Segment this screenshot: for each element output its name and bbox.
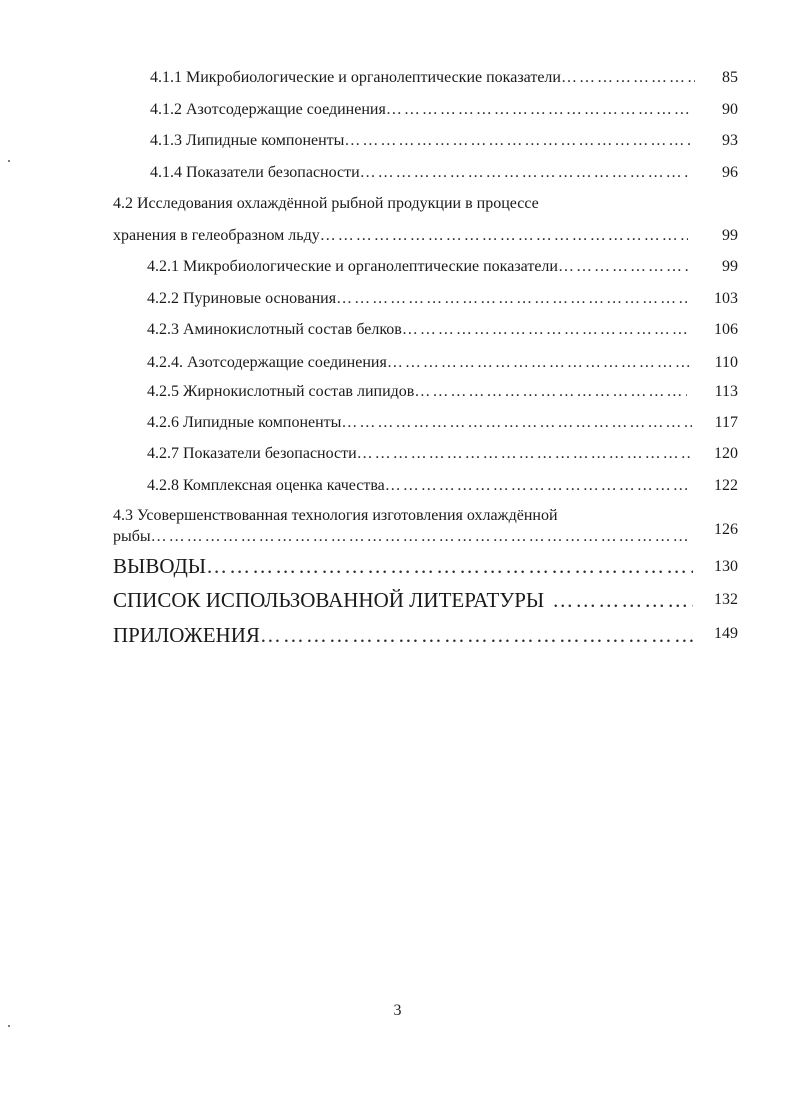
toc-entry-4-2-1[interactable] [147, 257, 690, 277]
toc-leader-dots [357, 444, 692, 464]
toc-leader-dots [151, 527, 688, 547]
toc-page-number: 110 [714, 354, 738, 371]
toc-entry-title: СПИСОК ИСПОЛЬЗОВАННОЙ ЛИТЕРАТУРЫ [113, 588, 545, 612]
toc-page-number: 93 [722, 132, 738, 149]
toc-leader-dots [360, 163, 690, 183]
toc-page-number: 126 [714, 521, 738, 538]
toc-page-number: 117 [714, 414, 738, 431]
toc-page-number: 99 [722, 227, 738, 244]
toc-entry-references[interactable] [113, 587, 693, 613]
toc-page-number: 96 [722, 164, 738, 181]
toc-entry-title: 4.2.1 Микробиологические и органолептические показатели [147, 258, 558, 275]
toc-entry-appendices[interactable] [113, 622, 693, 648]
toc-page-number: 90 [722, 101, 738, 118]
toc-entry-title: 4.2.4. Азотсодержащие соединения [147, 354, 387, 371]
toc-page-number: 99 [722, 258, 738, 275]
toc-entry-4-2-7[interactable] [147, 444, 692, 464]
toc-entry-title: 4.2.6 Липидные компоненты [147, 414, 342, 431]
toc-leader-dots [206, 553, 693, 579]
toc-entry-title: рыбы [113, 528, 151, 545]
toc-leader-dots [336, 289, 687, 309]
toc-page-number: 120 [714, 445, 738, 462]
toc-page-number: 103 [714, 290, 738, 307]
scan-speck [8, 1025, 10, 1027]
toc-entry-4-2[interactable] [113, 226, 688, 246]
toc-entry-4-1-4[interactable] [150, 163, 690, 183]
toc-page-number: 113 [714, 383, 738, 400]
toc-entry-title: 4.1.1 Микробиологические и органолептические показатели [150, 69, 561, 86]
toc-entry-title: ПРИЛОЖЕНИЯ [113, 623, 260, 647]
toc-entry-title: 4.1.2 Азотсодержащие соединения [150, 101, 386, 118]
toc-page-number: 106 [714, 321, 738, 338]
toc-entry-4-1-3[interactable] [150, 131, 690, 151]
toc-entry-title: ВЫВОДЫ [113, 554, 207, 578]
toc-entry-title: 4.2.3 Аминокислотный состав белков [147, 321, 402, 338]
toc-leader-dots [387, 353, 690, 373]
toc-entry-title: 4.2.8 Комплексная оценка качества [147, 477, 385, 494]
toc-page-number: 85 [722, 69, 738, 86]
toc-entry-conclusions[interactable] [113, 553, 693, 579]
toc-leader-dots [260, 622, 693, 648]
toc-leader-dots [386, 100, 690, 120]
page-number: 3 [393, 1002, 402, 1019]
toc-leader-dots [385, 476, 690, 496]
toc-leader-dots [320, 226, 688, 246]
scan-speck [8, 160, 10, 162]
toc-leader-dots [558, 257, 690, 277]
toc-page-number: 122 [714, 477, 738, 494]
toc-entry-4-2-5[interactable] [147, 382, 687, 402]
toc-entry-4-2-line1[interactable]: 4.2 Исследования охлаждённой рыбной продукции в процессе [113, 195, 539, 212]
toc-entry-4-1-1[interactable] [150, 68, 695, 88]
toc-entry-title: 4.2.7 Показатели безопасности [147, 445, 357, 462]
toc-leader-dots [552, 587, 693, 613]
toc-entry-4-2-4[interactable] [147, 353, 690, 373]
toc-page-number: 132 [714, 591, 738, 608]
toc-leader-dots [414, 382, 687, 402]
toc-entry-4-2-8[interactable] [147, 476, 690, 496]
toc-entry-title: 4.2.5 Жирнокислотный состав липидов [147, 383, 415, 400]
toc-entry-title: 4.1.4 Показатели безопасности [150, 164, 360, 181]
toc-leader-dots [344, 131, 690, 151]
toc-entry-4-3-line1[interactable]: 4.3 Усовершенствованная технология изготовления охлаждённой [113, 507, 558, 524]
toc-entry-title: хранения в гелеобразном льду [113, 227, 320, 244]
toc-page-number: 130 [714, 558, 738, 575]
toc-page-number: 149 [714, 625, 738, 642]
toc-entry-4-1-2[interactable] [150, 100, 690, 120]
toc-entry-4-3[interactable] [113, 527, 688, 547]
toc-leader-dots [341, 413, 692, 433]
toc-leader-dots [561, 68, 695, 88]
toc-entry-title: 4.1.3 Липидные компоненты [150, 132, 345, 149]
toc-entry-4-2-2[interactable] [147, 289, 687, 309]
toc-entry-title: 4.2.2 Пуриновые основания [147, 290, 337, 307]
toc-entry-4-2-6[interactable] [147, 413, 692, 433]
toc-leader-dots [402, 320, 690, 340]
toc-entry-4-2-3[interactable] [147, 320, 690, 340]
